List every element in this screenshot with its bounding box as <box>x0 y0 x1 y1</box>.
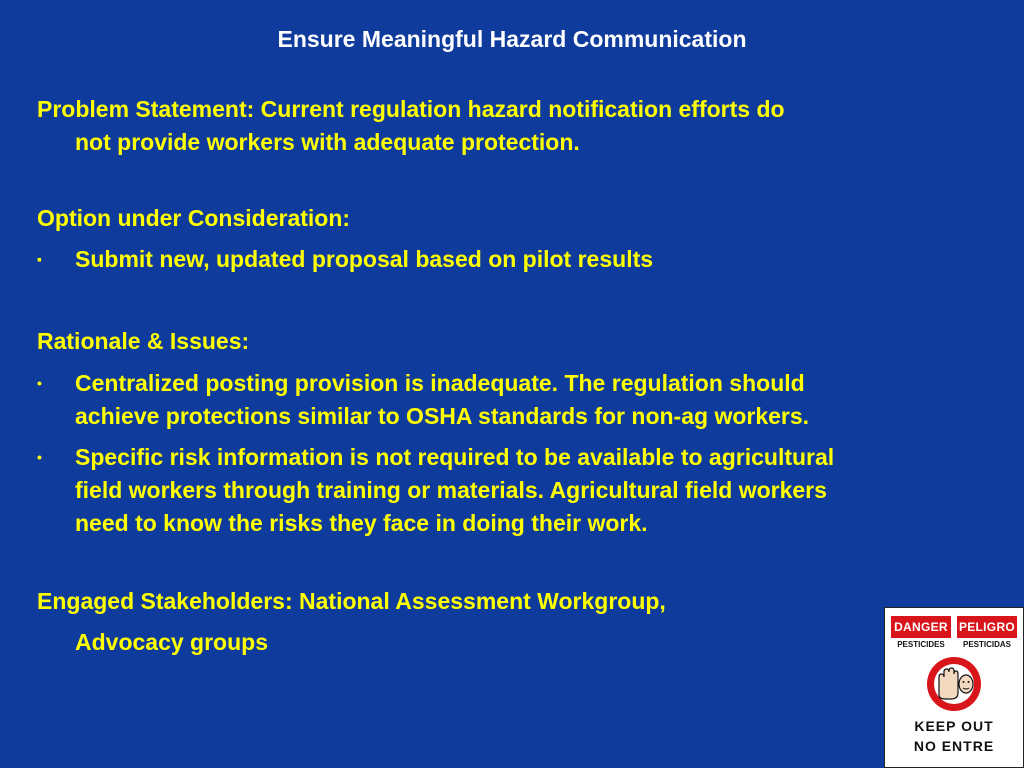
rationale-item-1-line-1: Centralized posting provision is inadequate. The regulation should <box>75 370 805 396</box>
problem-statement <box>37 93 785 159</box>
sign-no-entre-label: NO ENTRE <box>913 738 995 754</box>
round-bullet-icon: • <box>37 449 42 465</box>
stop-hand-face-icon <box>919 655 989 713</box>
rationale-heading: Rationale & Issues: <box>37 328 250 354</box>
slide-title: Ensure Meaningful Hazard Communication <box>277 26 747 52</box>
problem-line-1: Problem Statement: Current regulation hazard notification efforts do <box>37 96 785 122</box>
stakeholders-line-1: Engaged Stakeholders: National Assessment Workgroup, <box>37 588 666 614</box>
round-bullet-icon: • <box>37 375 42 391</box>
rationale-item-2-line-2: field workers through training or materials. Agricultural field workers <box>75 477 827 503</box>
rationale-item <box>37 367 997 433</box>
option-heading: Option under Consideration: <box>37 205 351 231</box>
option-bullet-text: Submit new, updated proposal based on pilot results <box>75 246 654 272</box>
sign-pesticides-label: PESTICIDES <box>897 640 945 649</box>
rationale-item-2-line-3: need to know the risks they face in doing their work. <box>75 510 648 536</box>
rationale-item <box>37 441 1017 540</box>
square-bullet-icon: ▪ <box>37 251 42 267</box>
option-bullet-item <box>37 243 937 276</box>
rationale-item-2-line-1: Specific risk information is not required to be available to agricultural <box>75 444 835 470</box>
sign-keep-out-label: KEEP OUT <box>914 718 994 734</box>
danger-pesticides-sign <box>884 607 1024 768</box>
sign-danger-label: DANGER <box>891 616 951 638</box>
problem-line-2: not provide workers with adequate protection. <box>75 129 580 155</box>
rationale-item-1-line-2: achieve protections similar to OSHA standards for non-ag workers. <box>75 403 810 429</box>
stakeholders-line-2: Advocacy groups <box>75 629 268 655</box>
sign-pesticidas-label: PESTICIDAS <box>962 640 1011 649</box>
sign-peligro-label: PELIGRO <box>957 616 1017 638</box>
